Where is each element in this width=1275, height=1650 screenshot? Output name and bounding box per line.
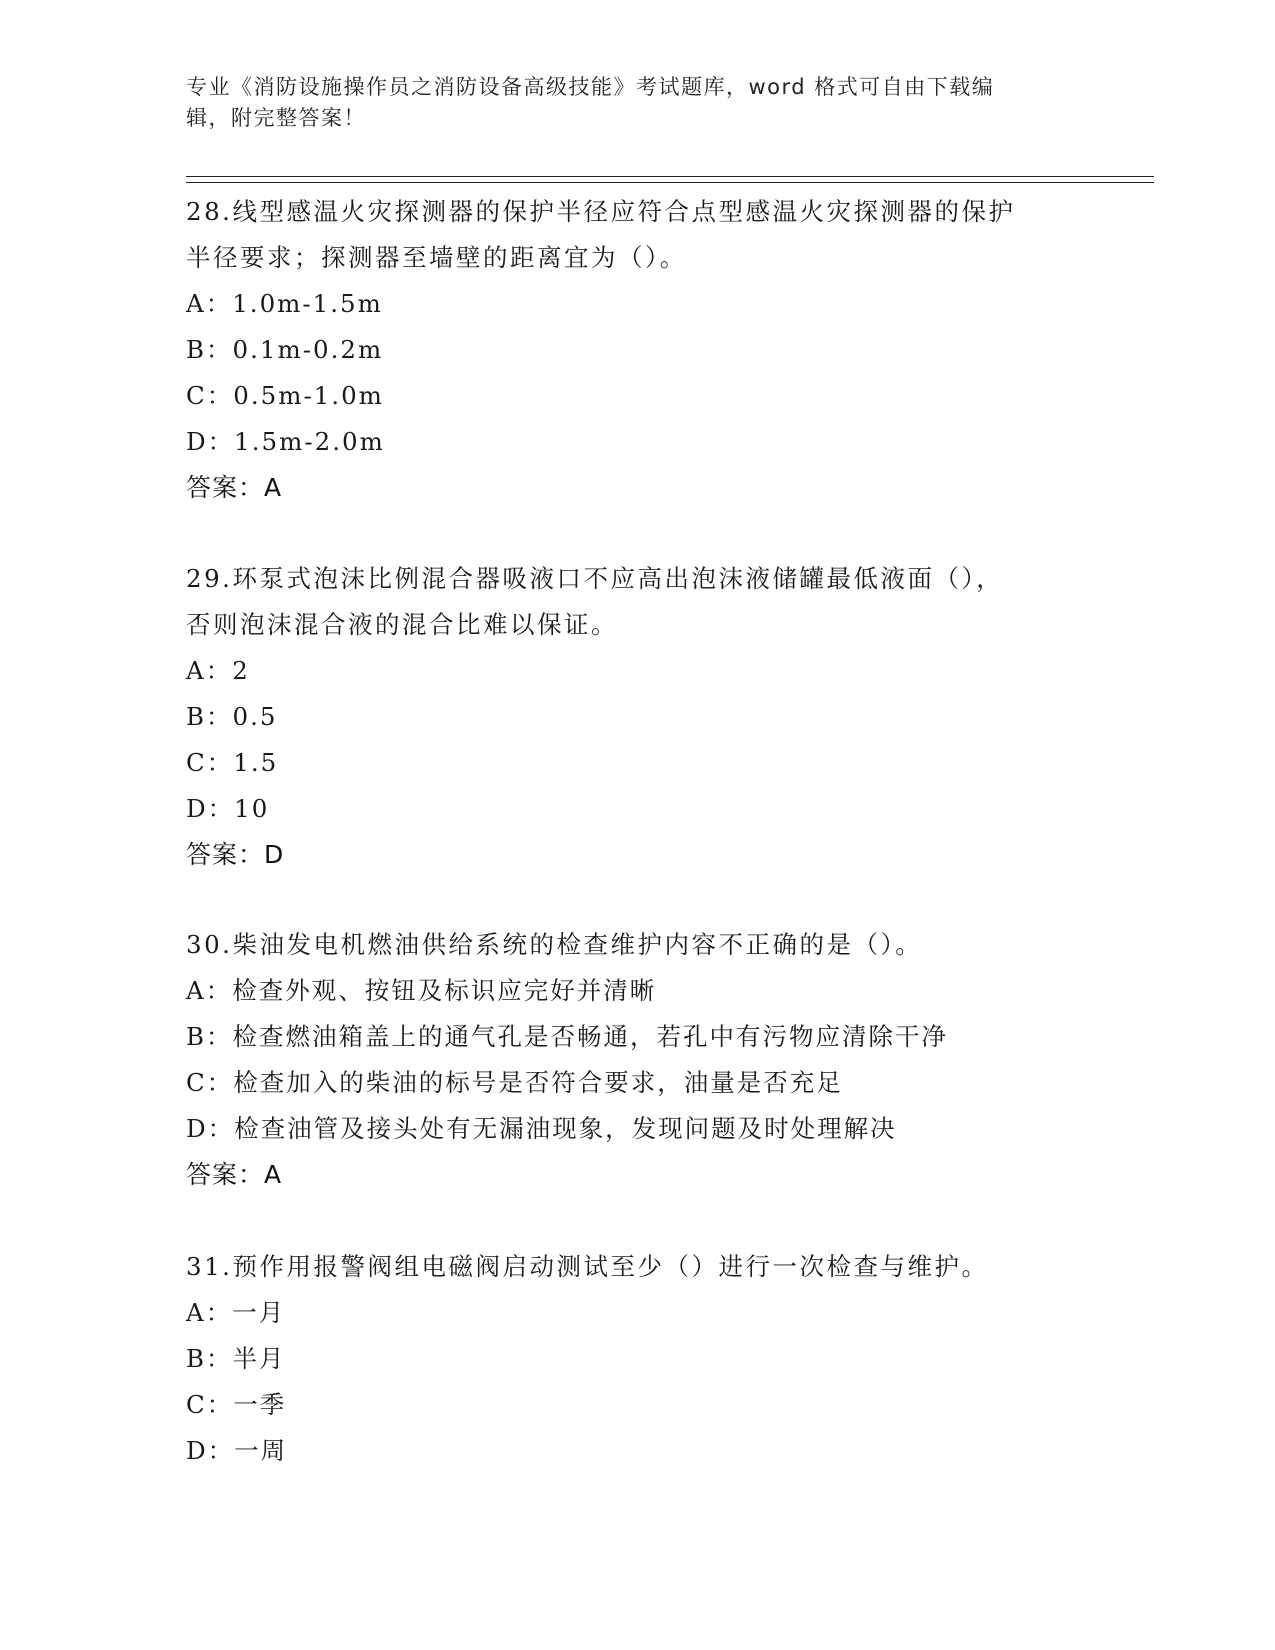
option-b: B：0.5 (186, 702, 278, 731)
question-stem: 30.柴油发电机燃油供给系统的检查维护内容不正确的是（）。 (186, 930, 923, 959)
option-b: B：检查燃油箱盖上的通气孔是否畅通，若孔中有污物应清除干净 (186, 1022, 949, 1051)
option-c: C：一季 (186, 1390, 287, 1419)
option-d: D：一周 (186, 1436, 288, 1465)
header-line-2: 辑，附完整答案！ (186, 106, 366, 130)
option-a: A：1.0m-1.5m (186, 289, 383, 318)
option-a: A：检查外观、按钮及标识应完好并清晰 (186, 976, 657, 1005)
question-stem-continued: 否则泡沫混合液的混合比难以保证。 (186, 610, 618, 639)
header-line-1: 专业《消防设施操作员之消防设备高级技能》考试题库，word 格式可自由下载编 (186, 75, 995, 99)
question-28 (186, 189, 1086, 511)
question-stem: 29.环泵式泡沫比例混合器吸液口不应高出泡沫液储罐最低液面（）， (186, 564, 1004, 593)
option-d: D：1.5m-2.0m (186, 427, 385, 456)
question-stem: 31.预作用报警阀组电磁阀启动测试至少（）进行一次检查与维护。 (186, 1252, 989, 1281)
option-d: D：检查油管及接头处有无漏油现象，发现问题及时处理解决 (186, 1114, 897, 1143)
header-divider-bottom (186, 182, 1154, 183)
option-c: C：1.5 (186, 748, 279, 777)
option-b: B：半月 (186, 1344, 286, 1373)
document-header (186, 72, 1086, 134)
answer-line: 答案：A (186, 473, 283, 502)
question-stem: 28.线型感温火灾探测器的保护半径应符合点型感温火灾探测器的保护 (186, 197, 1016, 226)
option-b: B：0.1m-0.2m (186, 335, 384, 364)
option-c: C：0.5m-1.0m (186, 381, 384, 410)
option-c: C：检查加入的柴油的标号是否符合要求，油量是否充足 (186, 1068, 843, 1097)
answer-line: 答案：A (186, 1160, 283, 1189)
question-31 (186, 1244, 1086, 1474)
option-a: A：一月 (186, 1298, 286, 1327)
option-a: A：2 (186, 656, 250, 685)
header-divider-top (186, 176, 1154, 177)
question-30 (186, 922, 1086, 1198)
option-d: D：10 (186, 794, 270, 823)
question-stem-continued: 半径要求；探测器至墙壁的距离宜为（）。 (186, 243, 687, 272)
question-29 (186, 556, 1086, 878)
answer-line: 答案：D (186, 840, 285, 869)
